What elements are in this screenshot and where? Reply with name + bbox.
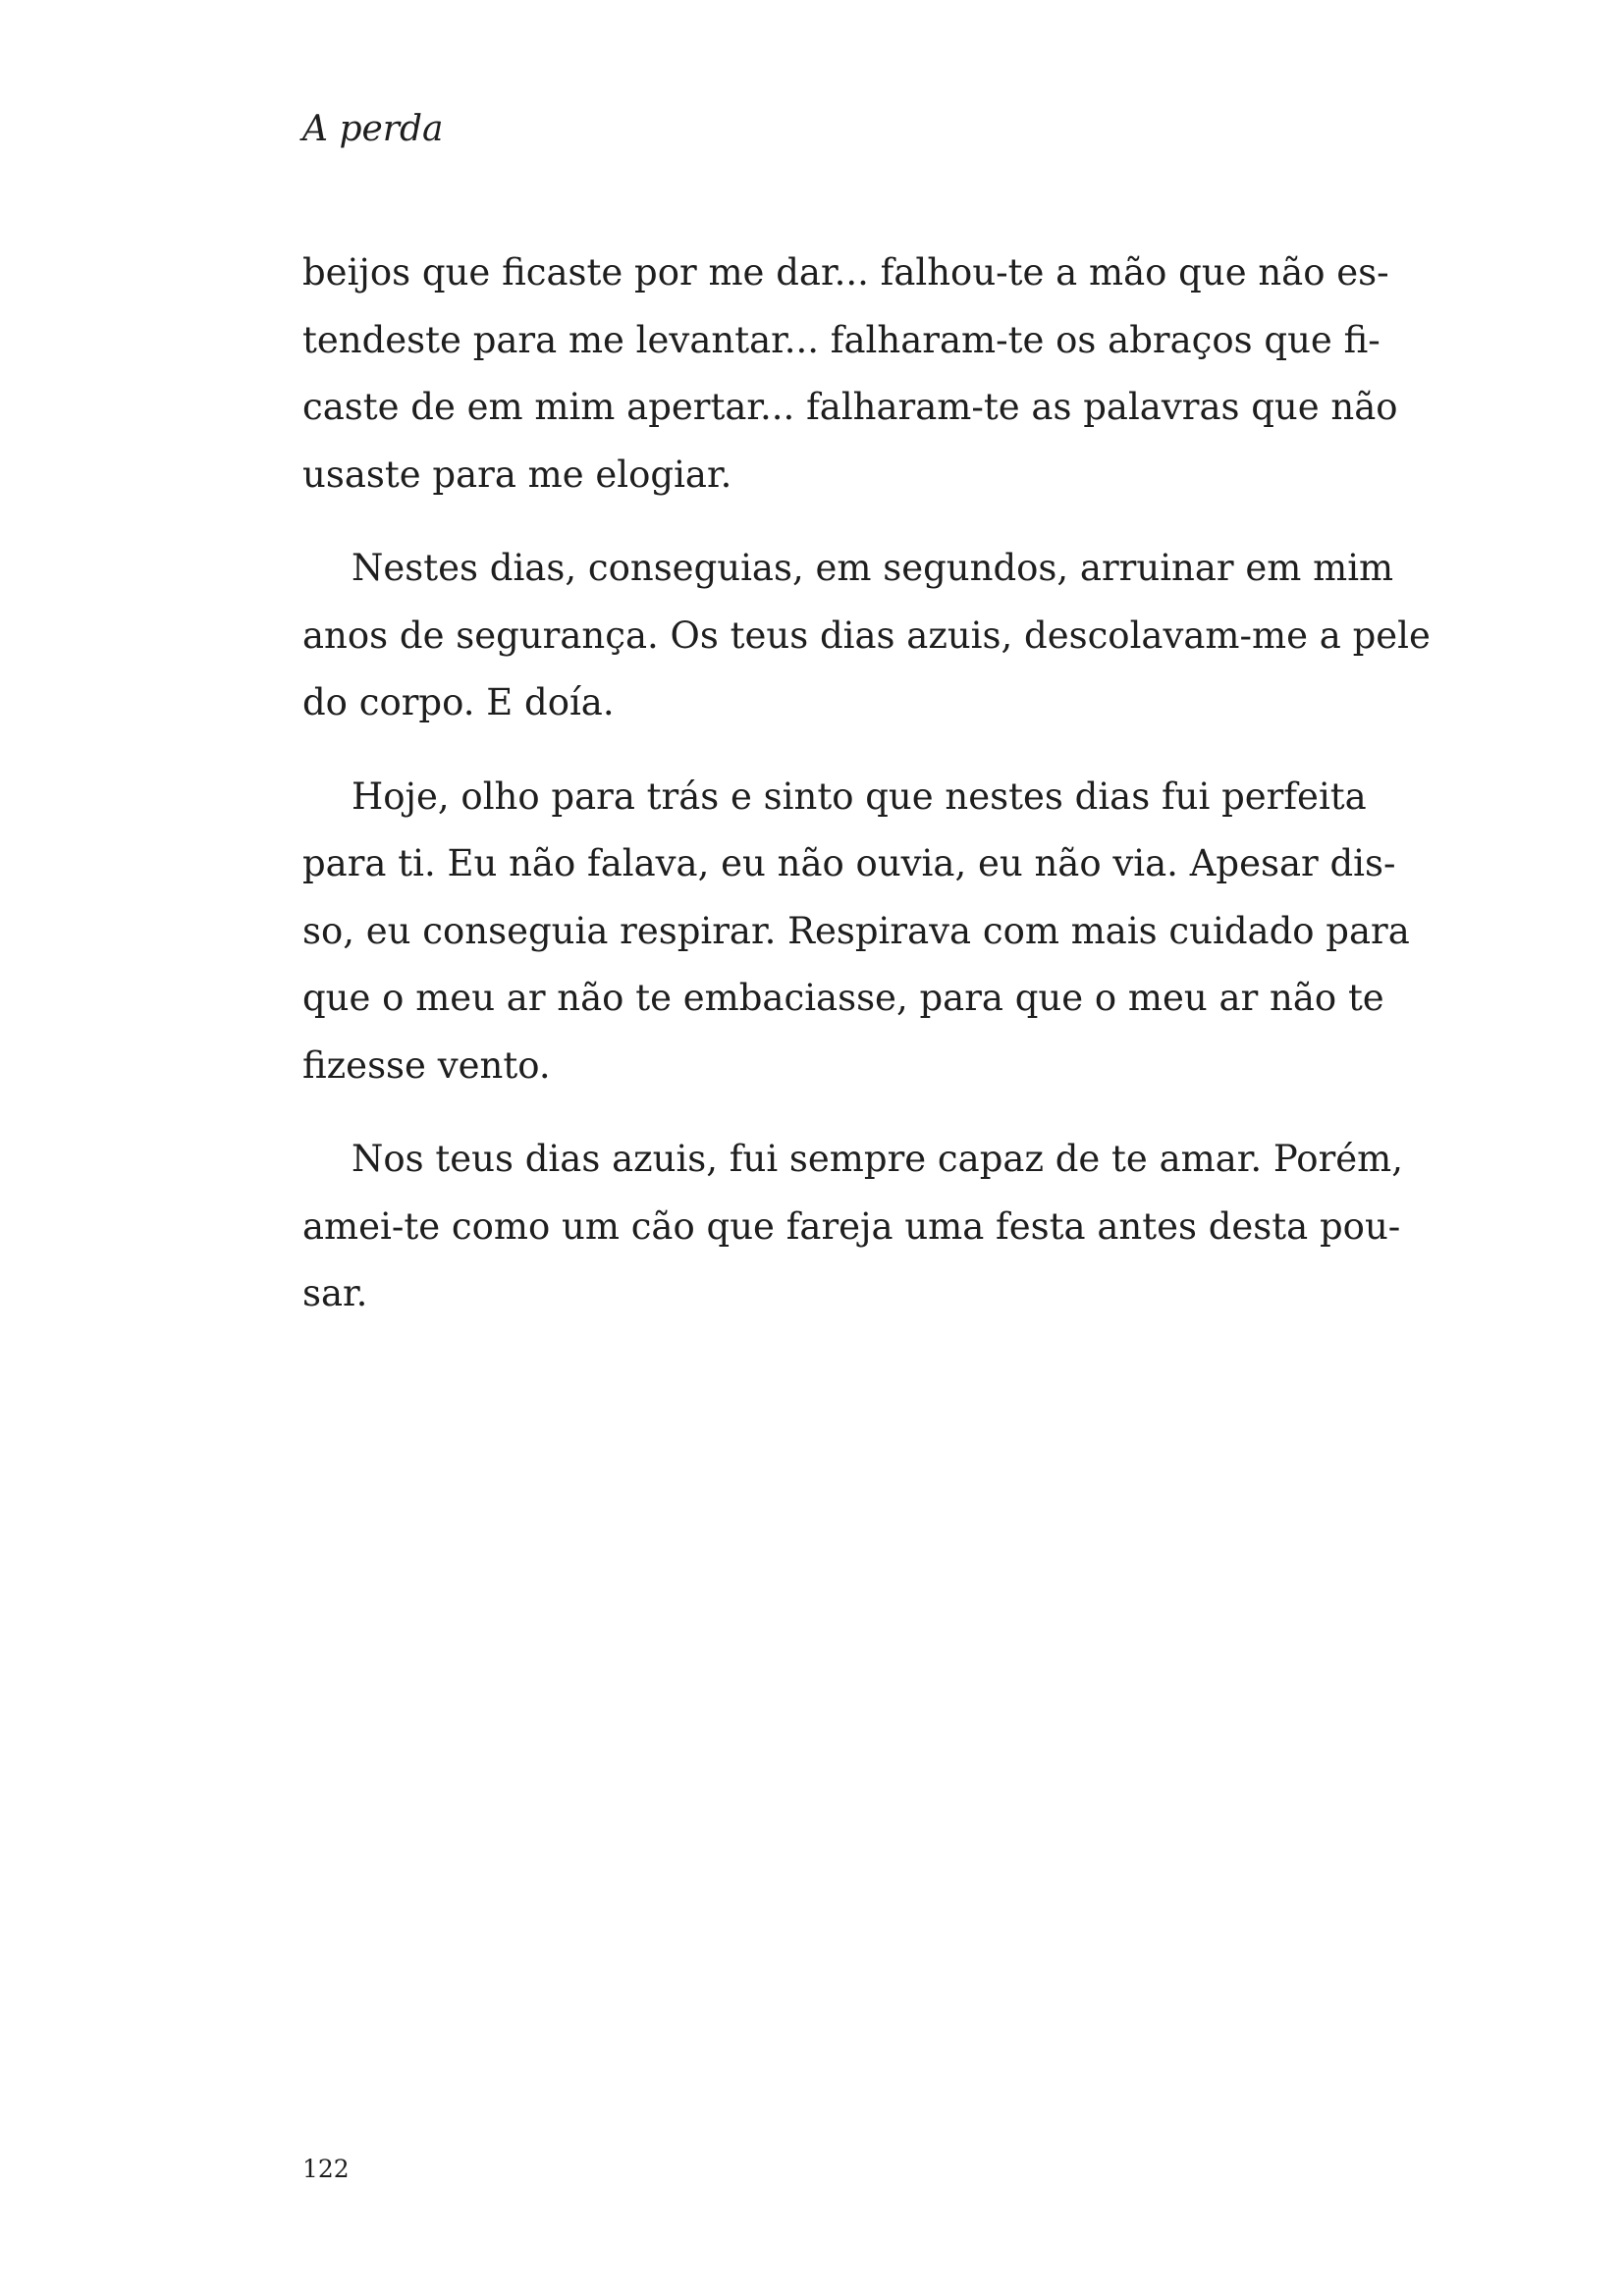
text-line: Hoje, olho para trás e sinto que nestes dias fui perfeita	[352, 774, 1367, 818]
text-line: do corpo. E doía.	[302, 681, 615, 723]
paragraph	[302, 240, 1398, 508]
text-line: usaste para me elogiar.	[302, 453, 732, 496]
text-line: fizesse vento.	[302, 1043, 551, 1087]
text-line: so, eu conseguia respirar. Respirava com mais cuidado para	[302, 909, 1410, 952]
text-line: caste de em mim apertar... falharam-te as palavras que não	[302, 386, 1398, 428]
paragraph	[302, 1126, 1404, 1328]
text-line: tendeste para me levantar... falharam-te os abraços que fi-	[302, 318, 1380, 361]
text-line: beijos que ficaste por me dar... falhou-te a mão que não es-	[302, 251, 1389, 294]
text-line: sar.	[302, 1272, 368, 1314]
text-line: que o meu ar não te embaciasse, para que o meu ar não te	[302, 977, 1384, 1019]
text-line: anos de segurança. Os teus dias azuis, descolavam-me a pele	[302, 614, 1431, 657]
paragraph	[302, 764, 1410, 1100]
paragraph	[302, 535, 1431, 737]
text-line: amei-te como um cão que fareja uma festa antes desta pou-	[302, 1204, 1401, 1248]
body-text	[302, 240, 1431, 1355]
page-number: 122	[302, 2155, 350, 2183]
text-line: Nos teus dias azuis, fui sempre capaz de te amar. Porém,	[352, 1138, 1404, 1180]
running-head: A perda	[302, 109, 444, 149]
text-line: Nestes dias, conseguias, em segundos, arruinar em mim	[352, 547, 1394, 589]
text-line: para ti. Eu não falava, eu não ouvia, eu não via. Apesar dis-	[302, 842, 1396, 884]
